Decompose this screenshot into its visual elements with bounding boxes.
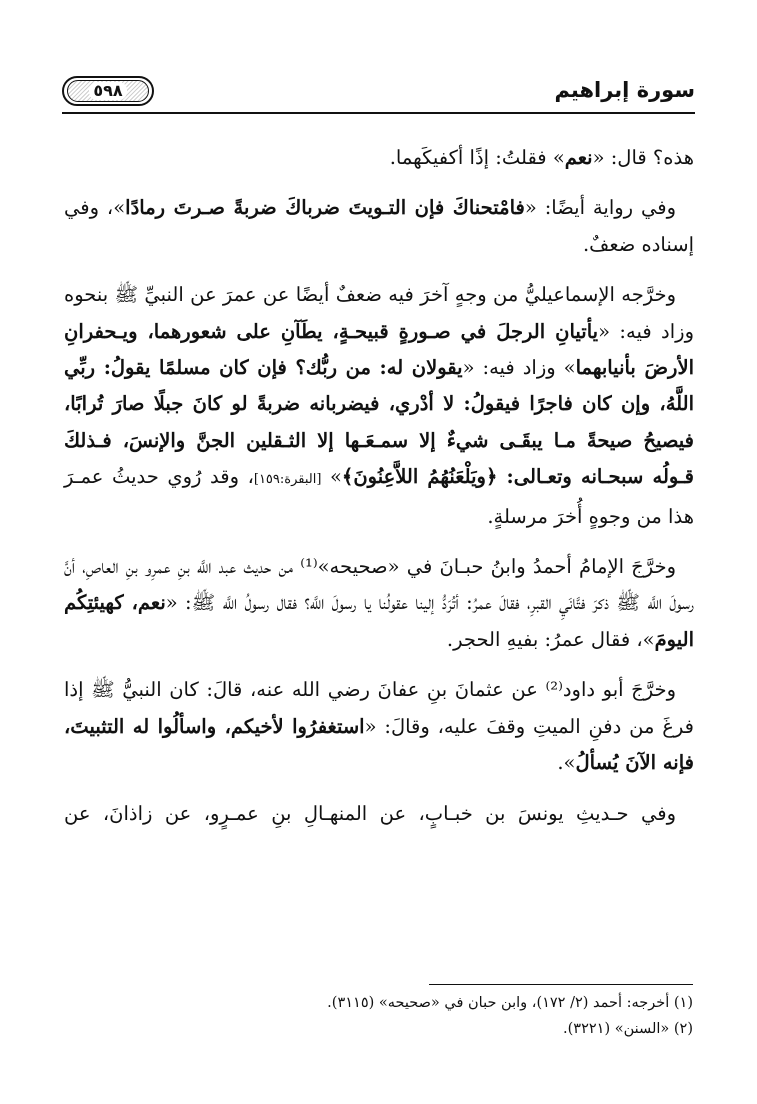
paragraph-text: وخرَّجه الإسماعيليُّ من وجهٍ آخرَ فيه ضعفٌ أيضًا عن عمرَ عن النبيِّ ﷺ بنحوه وزاد فيه: «: [64, 283, 694, 343]
paragraph-text: ».: [557, 751, 576, 775]
citation-text: [البقرة:١٥٩]: [253, 472, 322, 488]
paragraph-text: وخرَّجَ أبو داود⁽²⁾ عن عثمانَ بنِ عفانَ رضي الله عنه، قالَ: كان النبيُّ ﷺ إذا فرغَ من دفنِ الميتِ وقفَ عليه، وقالَ: «: [64, 678, 694, 738]
page-number-badge: [62, 76, 154, 106]
paragraph-text: وخرَّجَ الإمامُ أحمدُ وابنُ حبـانَ في «صحيحه»⁽¹⁾ من حديث عبد اللَّه بنِ عمرِو بنِ العاصِ، أنَّ رسولَ اللَّه ﷺ ذكرَ فتَّانَيِ القبرِ، فقالَ عمرُ: أتُرَدُّ إلينا عقولُنا يا رسولَ اللَّه؟ فقال رسولُ اللَّه ﷺ: «: [64, 555, 694, 615]
paragraph-text: ، وقد رُوي حديثُ عمـرَ هذا من وجوهٍ أُخرَ مرسلةٍ.: [64, 465, 694, 528]
quoted-text: يأتيانِ الرجلَ في صـورةٍ قبيحـةٍ، يطَآنِ على شعورهما، ويـحفرانِ الأرضَ بأنيابهما: [64, 319, 694, 380]
footnote-2: (٢) «السنن» (٣٢٢١).: [563, 1021, 693, 1037]
paragraph-text: وفي رواية أيضًا: «: [524, 196, 676, 220]
footnote-1: (١) أخرجه: أحمد (٢/ ١٧٢)، وابن حبان في «صحيحه» (٣١١٥).: [327, 995, 693, 1011]
footnotes: [63, 990, 693, 1042]
quoted-text: استغفرُوا لأخيكم، واسألُوا له التثبيتَ، فإنه الآنَ يُسألُ: [64, 714, 694, 775]
paragraph: [64, 140, 694, 176]
paragraph-text: »، وفي إسناده ضعفٌ.: [64, 196, 694, 256]
paragraph-text: »، فقال عمرُ: بفيهِ الحجر.: [446, 627, 655, 651]
paragraph-text: » فقلتُ: إذًا أكفيكَهما.: [389, 146, 565, 169]
paragraph: [64, 190, 694, 263]
paragraph: [64, 549, 694, 658]
page-number-badge-ornament: [67, 80, 149, 102]
quoted-text: نعم، كهيئتِكُم اليومَ: [64, 591, 694, 651]
paragraph-text: هذه؟ قال: «: [592, 146, 694, 169]
header-rule: [62, 112, 695, 114]
paragraph-text: »: [321, 465, 342, 489]
paragraph-text: » وزاد فيه: «: [462, 356, 576, 380]
page-header: [62, 70, 695, 114]
page-number: ٥٩٨: [89, 82, 126, 100]
surah-title: سورة إبراهيم: [554, 78, 695, 102]
body-text: [64, 140, 694, 846]
paragraph: [64, 672, 694, 781]
paragraph-text: وفي حـديثِ يونسَ بن خبـابٍ، عن المنهـالِ بنِ عمـرٍو، عن زاذانَ، عن: [64, 801, 676, 825]
quoted-text: نعم: [564, 146, 593, 169]
paragraph: [64, 277, 694, 535]
paragraph: [64, 796, 694, 832]
quoted-text: يقولان له: من ربُّك؟ فإن كان مسلمًا يقولُ: ربِّي اللَّهُ، وإن كان فاجرًا فيقولُ: لا أدْري، فيضربانه ضربةً لو كانَ جبلًا صارَ تُرابًا، فيصيحُ صيحةً مـا يبقَـى شيءٌ إلا سمـعَـها إلا الثـقلين الجنَّ والإنسَ، فـذلكَ قـولُه سبحـانه وتعـالى: ﴿ويَلْعَنُهُمُ اللاَّعِنُونَ﴾: [64, 356, 695, 489]
footnote-separator: [429, 984, 693, 985]
quoted-text: فامْتحناكَ فإن التـويتَ ضرباكَ ضربةً صـرتَ رمادًا: [125, 196, 525, 220]
